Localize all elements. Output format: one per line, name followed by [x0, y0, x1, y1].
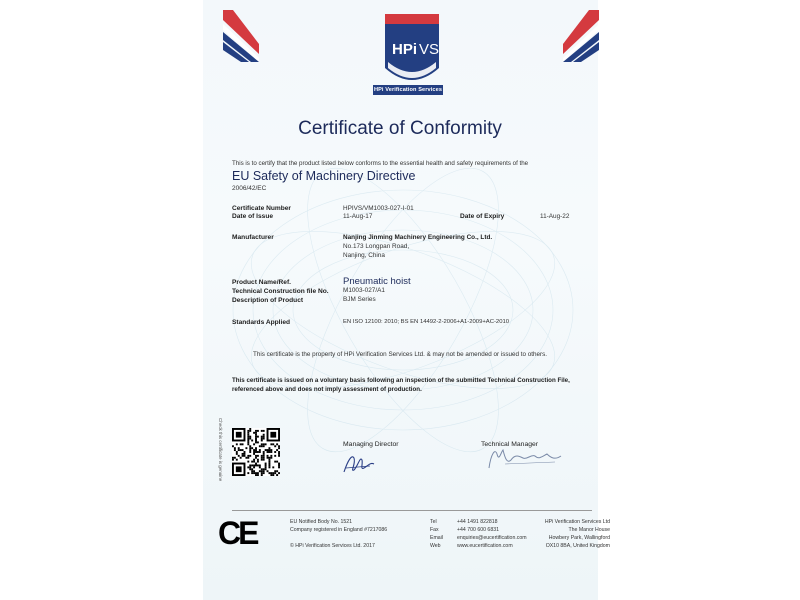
address-line3: Howbery Park, Wallingford	[548, 535, 610, 541]
flag-ribbon-right	[563, 10, 599, 62]
manufacturer-address-line2: Nanjing, China	[343, 252, 385, 259]
manufacturer-label: Manufacturer	[232, 234, 274, 241]
technical-manager-signature	[485, 444, 565, 474]
date-of-expiry-label: Date of Expiry	[460, 213, 505, 220]
date-of-issue-value: 11-Aug-17	[343, 213, 373, 220]
product-name-value: Pneumatic hoist	[343, 276, 411, 287]
date-of-issue-label: Date of Issue	[232, 213, 274, 220]
manufacturer-name: Nanjing Jinming Machinery Engineering Co., Ltd.	[343, 234, 493, 241]
tel-label: Tel	[430, 519, 437, 525]
tel-value[interactable]: +44 1491 822818	[457, 519, 498, 525]
logo-wordmark-vs: VS	[419, 41, 440, 58]
description-label: Description of Product	[232, 297, 304, 304]
copyright: © HPi Verification Services Ltd. 2017	[290, 543, 375, 549]
product-name-label: Product Name/Ref.	[232, 279, 291, 286]
technical-file-value: M1003-027/A1	[343, 287, 385, 294]
footer-divider	[232, 510, 592, 511]
intro-text: This is to certify that the product listed below conforms to the essential health and safety requirements of the	[232, 160, 529, 167]
flag-ribbon-left	[223, 10, 259, 62]
certificate-number-value: HPIVS/VM1003-027-I-01	[343, 205, 414, 212]
address-line1: HPi Verification Services Ltd	[544, 519, 610, 525]
description-value: BJM Series	[343, 296, 376, 303]
qr-code[interactable]	[232, 428, 280, 476]
address-line4: OX10 8BA, United Kingdom	[545, 543, 610, 549]
directive-number: 2006/42/EC	[232, 185, 267, 192]
manufacturer-address-line1: No.173 Longpan Road,	[343, 243, 410, 250]
logo-caption-bar: HPi Verification Services	[373, 87, 443, 93]
fax-label: Fax	[430, 527, 439, 533]
notified-body: EU Notified Body No. 1521	[290, 519, 352, 525]
property-note: This certificate is the property of HPi Verification Services Ltd. & may not be amended or issued to others.	[253, 351, 547, 358]
fax-value: +44 700 600 6831	[457, 527, 499, 533]
technical-file-label: Technical Construction file No.	[232, 288, 329, 295]
certificate-title: Certificate of Conformity	[298, 118, 502, 139]
qr-caption: Check this certificate is genuine	[218, 418, 223, 482]
ce-mark: CE	[218, 515, 257, 551]
email-label: Email	[430, 535, 443, 541]
company-registration: Company registered in England #7217086	[290, 527, 388, 533]
standards-value: EN ISO 12100: 2010; BS EN 14492-2-2006+A1-2009+AC-2010	[343, 319, 510, 325]
web-value[interactable]: www.eucertification.com	[457, 543, 513, 549]
web-label: Web	[430, 543, 441, 549]
email-value[interactable]: enquiries@eucertification.com	[457, 535, 527, 541]
address-line2: The Manor House	[568, 527, 610, 533]
logo-wordmark-hpi: HPi	[392, 41, 418, 58]
standards-label: Standards Applied	[232, 319, 291, 326]
directive-name: EU Safety of Machinery Directive	[232, 169, 416, 183]
managing-director-title: Managing Director	[343, 441, 399, 448]
date-of-expiry-value: 11-Aug-22	[540, 213, 570, 220]
certificate-number-label: Certificate Number	[232, 205, 291, 212]
voluntary-note: This certificate is issued on a voluntary basis following an inspection of the submitted Technical Construction File, referenced above and does not imply assessment of production.	[232, 377, 570, 393]
managing-director-signature	[340, 450, 380, 476]
technical-manager-title: Technical Manager	[481, 441, 539, 448]
